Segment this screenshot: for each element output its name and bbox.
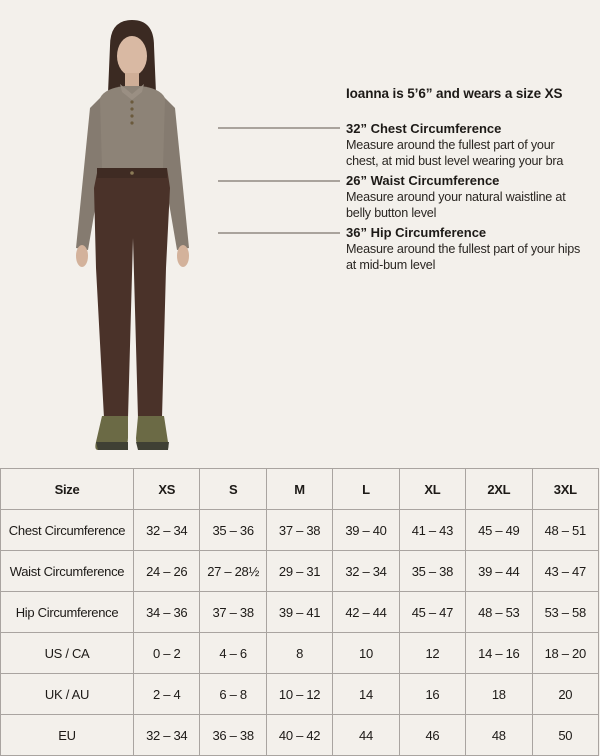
table-cell: 8 bbox=[266, 633, 332, 674]
measurement-desc: Measure around your natural waistline at bbox=[346, 190, 566, 204]
table-cell: 48 bbox=[466, 715, 532, 756]
chest-measurement bbox=[346, 121, 596, 169]
table-cell: 45 – 47 bbox=[399, 592, 465, 633]
table-cell: 39 – 40 bbox=[333, 510, 399, 551]
model-size-headline: Ioanna is 5’6” and wears a size XS bbox=[346, 86, 563, 101]
table-cell: 42 – 44 bbox=[333, 592, 399, 633]
row-label: Chest Circumference bbox=[1, 510, 134, 551]
table-cell: 46 bbox=[399, 715, 465, 756]
header-cell: 2XL bbox=[466, 469, 532, 510]
header-cell: L bbox=[333, 469, 399, 510]
size-chart-table bbox=[0, 468, 599, 756]
measurement-desc: chest, at mid bust level wearing your bra bbox=[346, 154, 564, 168]
table-cell: 32 – 34 bbox=[134, 715, 200, 756]
table-cell: 10 – 12 bbox=[266, 674, 332, 715]
table-cell: 34 – 36 bbox=[134, 592, 200, 633]
table-row bbox=[1, 633, 599, 674]
table-cell: 32 – 34 bbox=[333, 551, 399, 592]
table-cell: 24 – 26 bbox=[134, 551, 200, 592]
table-cell: 14 bbox=[333, 674, 399, 715]
header-cell: 3XL bbox=[532, 469, 598, 510]
table-row bbox=[1, 510, 599, 551]
table-cell: 53 – 58 bbox=[532, 592, 598, 633]
row-label: US / CA bbox=[1, 633, 134, 674]
header-cell: XS bbox=[134, 469, 200, 510]
hip-guide-line bbox=[218, 232, 340, 234]
table-cell: 45 – 49 bbox=[466, 510, 532, 551]
table-cell: 37 – 38 bbox=[266, 510, 332, 551]
row-label: Hip Circumference bbox=[1, 592, 134, 633]
table-row bbox=[1, 592, 599, 633]
table-cell: 2 – 4 bbox=[134, 674, 200, 715]
table-cell: 27 – 28½ bbox=[200, 551, 266, 592]
table-cell: 39 – 41 bbox=[266, 592, 332, 633]
table-cell: 16 bbox=[399, 674, 465, 715]
measurement-desc: Measure around the fullest part of your bbox=[346, 138, 555, 152]
row-label: UK / AU bbox=[1, 674, 134, 715]
table-row bbox=[1, 551, 599, 592]
table-cell: 40 – 42 bbox=[266, 715, 332, 756]
table-cell: 32 – 34 bbox=[134, 510, 200, 551]
row-label: Waist Circumference bbox=[1, 551, 134, 592]
table-row bbox=[1, 674, 599, 715]
table-cell: 0 – 2 bbox=[134, 633, 200, 674]
table-cell: 48 – 51 bbox=[532, 510, 598, 551]
waist-measurement bbox=[346, 173, 596, 221]
measurement-title: 36” Hip Circumference bbox=[346, 225, 487, 240]
row-label: EU bbox=[1, 715, 134, 756]
table-header-row bbox=[1, 469, 599, 510]
model-info bbox=[346, 86, 596, 277]
header-cell: S bbox=[200, 469, 266, 510]
model-photo bbox=[70, 18, 195, 454]
table-cell: 20 bbox=[532, 674, 598, 715]
chest-guide-line bbox=[218, 127, 340, 129]
table-cell: 43 – 47 bbox=[532, 551, 598, 592]
table-cell: 41 – 43 bbox=[399, 510, 465, 551]
measurement-desc: Measure around the fullest part of your hips bbox=[346, 242, 581, 256]
waist-guide-line bbox=[218, 180, 340, 182]
measurement-title: 26” Waist Circumference bbox=[346, 173, 500, 188]
table-cell: 29 – 31 bbox=[266, 551, 332, 592]
table-cell: 6 – 8 bbox=[200, 674, 266, 715]
header-cell: XL bbox=[399, 469, 465, 510]
measurement-desc: at mid-bum level bbox=[346, 258, 436, 272]
table-cell: 44 bbox=[333, 715, 399, 756]
measurement-desc: belly button level bbox=[346, 206, 437, 220]
table-cell: 18 bbox=[466, 674, 532, 715]
header-cell: M bbox=[266, 469, 332, 510]
table-cell: 14 – 16 bbox=[466, 633, 532, 674]
table-cell: 37 – 38 bbox=[200, 592, 266, 633]
measurement-title: 32” Chest Circumference bbox=[346, 121, 502, 136]
model-figure-icon bbox=[70, 18, 195, 454]
table-cell: 4 – 6 bbox=[200, 633, 266, 674]
table-cell: 48 – 53 bbox=[466, 592, 532, 633]
header-cell: Size bbox=[1, 469, 134, 510]
hip-measurement bbox=[346, 225, 596, 273]
table-cell: 35 – 36 bbox=[200, 510, 266, 551]
table-cell: 18 – 20 bbox=[532, 633, 598, 674]
table-cell: 10 bbox=[333, 633, 399, 674]
table-cell: 50 bbox=[532, 715, 598, 756]
table-cell: 12 bbox=[399, 633, 465, 674]
table-cell: 39 – 44 bbox=[466, 551, 532, 592]
table-cell: 35 – 38 bbox=[399, 551, 465, 592]
table-cell: 36 – 38 bbox=[200, 715, 266, 756]
table-row bbox=[1, 715, 599, 756]
